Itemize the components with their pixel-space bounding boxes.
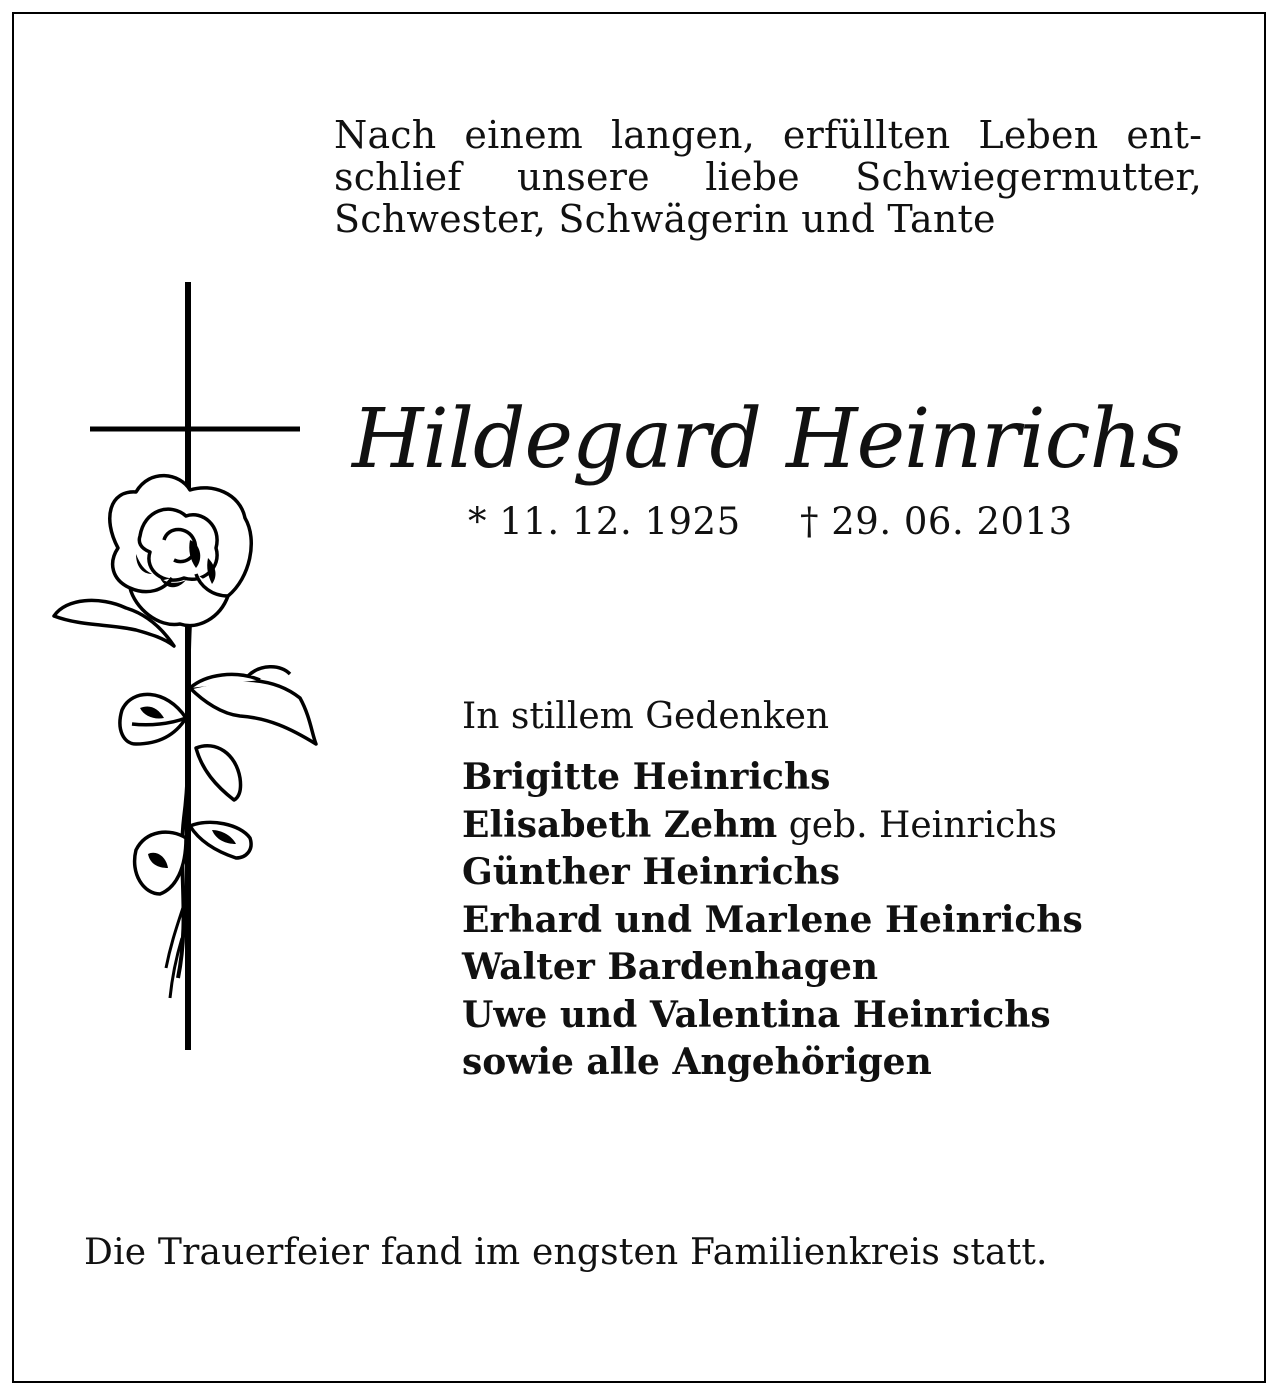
mourner-name: Walter Bardenhagen: [462, 946, 879, 988]
mourner-name: Brigitte Heinrichs: [462, 756, 831, 798]
mourners-list: [462, 754, 1083, 1087]
mourner-row: [462, 1039, 1083, 1087]
cross-with-rose-icon: [40, 278, 330, 1058]
mourner-name: sowie alle Angehörigen: [462, 1041, 932, 1083]
birth-date: * 11. 12. 1925: [468, 500, 741, 543]
mourner-name: Günther Heinrichs: [462, 851, 841, 893]
memory-line: In stillem Gedenken: [462, 696, 830, 737]
mourner-row: [462, 849, 1083, 897]
mourner-row: [462, 802, 1083, 850]
intro-text: Nach einem langen, erfüllten Leben entschlief unsere liebe Schwiegermutter, Schwester, Schwägerin und Tante: [334, 113, 1202, 241]
footer-text: Die Trauerfeier fand im engsten Familienkreis statt.: [84, 1232, 1048, 1273]
mourner-name: Elisabeth Zehm: [462, 803, 778, 846]
mourner-row: [462, 992, 1083, 1040]
mourner-suffix: geb. Heinrichs: [777, 804, 1057, 846]
death-date: † 29. 06. 2013: [800, 500, 1073, 543]
mourner-name: Erhard und Marlene Heinrichs: [462, 898, 1083, 941]
mourner-row: [462, 754, 1083, 802]
deceased-name: Hildegard Heinrichs: [352, 392, 1183, 487]
mourner-name: Uwe und Valentina Heinrichs: [462, 993, 1051, 1036]
mourner-row: [462, 944, 1083, 992]
mourner-row: [462, 897, 1083, 945]
